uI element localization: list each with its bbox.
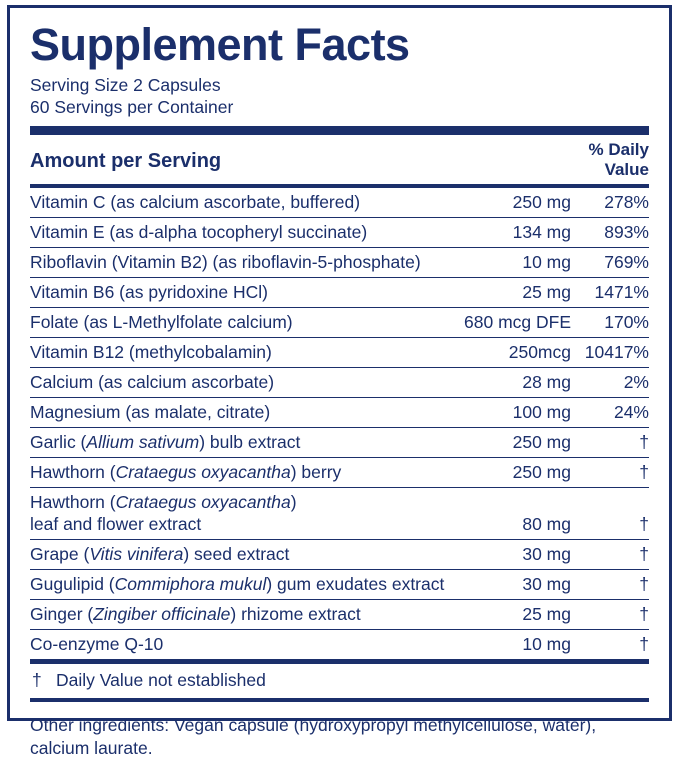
nutrient-daily-value: †: [571, 428, 649, 458]
nutrient-name: Folate (as L-Methylfolate calcium): [30, 308, 464, 338]
nutrient-amount: 28 mg: [464, 368, 571, 398]
nutrient-name-suffix: ) bulb extract: [199, 432, 301, 453]
nutrient-daily-value: 769%: [571, 248, 649, 278]
nutrient-amount: 30 mg: [464, 540, 571, 570]
nutrient-latin-name: Zingiber officinale: [93, 604, 231, 625]
nutrient-daily-value: †: [571, 513, 649, 540]
nutrient-amount: 134 mg: [464, 218, 571, 248]
nutrient-table: [30, 188, 649, 660]
table-row: [30, 398, 649, 428]
table-row: [30, 428, 649, 458]
table-row: [30, 540, 649, 570]
nutrient-daily-value: 10417%: [571, 338, 649, 368]
nutrient-name: [30, 458, 464, 488]
daily-value-line1: % Daily: [588, 139, 649, 159]
nutrient-name: Vitamin B12 (methylcobalamin): [30, 338, 464, 368]
other-ingredients-line2: calcium laurate.: [30, 737, 153, 758]
nutrient-amount: 80 mg: [464, 513, 571, 540]
nutrient-name: Vitamin E (as d-alpha tocopheryl succinate): [30, 218, 464, 248]
nutrient-name-prefix: Hawthorn (: [30, 492, 116, 513]
nutrient-amount: 680 mcg DFE: [464, 308, 571, 338]
table-row: [30, 630, 649, 660]
nutrient-daily-value: †: [571, 540, 649, 570]
nutrient-amount: 25 mg: [464, 600, 571, 630]
nutrient-latin-name: Vitis vinifera: [89, 544, 184, 565]
servings-per-container: 60 Servings per Container: [30, 97, 234, 118]
amount-per-serving-label: Amount per Serving: [30, 149, 222, 172]
nutrient-daily-value: 2%: [571, 368, 649, 398]
table-row: [30, 600, 649, 630]
table-row: [30, 458, 649, 488]
nutrient-name-suffix: ): [290, 492, 297, 513]
nutrient-latin-name: Commiphora mukul: [114, 574, 267, 595]
other-ingredients-line1: Other ingredients: Vegan capsule (hydroxypropyl methylcellulose, water),: [30, 715, 597, 736]
daily-value-label: [589, 140, 649, 181]
nutrient-name-suffix: ) gum exudates extract: [266, 574, 445, 595]
nutrient-name: Riboflavin (Vitamin B2) (as riboflavin-5-phosphate): [30, 248, 464, 278]
divider-thick-top: [30, 126, 649, 135]
nutrient-amount: 250 mg: [464, 188, 571, 218]
nutrient-amount: 250 mg: [464, 428, 571, 458]
table-row: [30, 248, 649, 278]
nutrient-daily-value: 893%: [571, 218, 649, 248]
nutrient-name: Vitamin C (as calcium ascorbate, buffered): [30, 188, 464, 218]
nutrient-daily-value: †: [571, 600, 649, 630]
nutrient-name: leaf and flower extract: [30, 513, 464, 540]
nutrient-name-prefix: Ginger (: [30, 604, 94, 625]
page-title: Supplement Facts: [30, 19, 410, 70]
nutrient-name: Co-enzyme Q-10: [30, 630, 464, 660]
table-row: [30, 488, 649, 514]
nutrient-latin-name: Allium sativum: [86, 432, 200, 453]
nutrient-daily-value: 278%: [571, 188, 649, 218]
nutrient-amount: 100 mg: [464, 398, 571, 428]
nutrient-name: [30, 540, 464, 570]
nutrient-latin-name: Crataegus oxyacantha: [115, 462, 291, 483]
nutrient-name: Vitamin B6 (as pyridoxine HCl): [30, 278, 464, 308]
nutrient-daily-value: †: [571, 570, 649, 600]
footnote-text: Daily Value not established: [56, 670, 266, 691]
table-row: [30, 278, 649, 308]
table-header: [30, 135, 649, 184]
nutrient-amount: 250mcg: [464, 338, 571, 368]
other-ingredients: [30, 702, 649, 759]
nutrient-name: [30, 600, 464, 630]
table-row: [30, 338, 649, 368]
nutrient-name-suffix: ) rhizome extract: [230, 604, 361, 625]
daily-value-line2: Value: [604, 160, 649, 180]
nutrient-name: [30, 488, 464, 514]
nutrient-daily-value: 1471%: [571, 278, 649, 308]
nutrient-daily-value: †: [571, 458, 649, 488]
serving-size: Serving Size 2 Capsules: [30, 74, 221, 95]
nutrient-name: [30, 428, 464, 458]
nutrient-name: Magnesium (as malate, citrate): [30, 398, 464, 428]
nutrient-amount: 10 mg: [464, 630, 571, 660]
dagger-symbol: †: [32, 670, 42, 691]
table-row: [30, 218, 649, 248]
table-row: [30, 368, 649, 398]
nutrient-name-suffix: ) seed extract: [183, 544, 290, 565]
nutrient-name-suffix: ) berry: [290, 462, 342, 483]
nutrient-name: [30, 570, 464, 600]
nutrient-daily-value: [571, 488, 649, 514]
table-row: [30, 570, 649, 600]
nutrient-name-prefix: Gugulipid (: [30, 574, 115, 595]
footnote: [30, 664, 649, 698]
table-row: [30, 513, 649, 540]
nutrient-amount: 10 mg: [464, 248, 571, 278]
table-row: [30, 188, 649, 218]
nutrient-amount: 250 mg: [464, 458, 571, 488]
nutrient-daily-value: 170%: [571, 308, 649, 338]
nutrient-amount: 30 mg: [464, 570, 571, 600]
nutrient-name-prefix: Grape (: [30, 544, 90, 565]
nutrient-daily-value: 24%: [571, 398, 649, 428]
nutrient-amount: 25 mg: [464, 278, 571, 308]
table-row: [30, 308, 649, 338]
nutrient-latin-name: Crataegus oxyacantha: [115, 492, 291, 513]
nutrient-daily-value: †: [571, 630, 649, 660]
nutrient-name-prefix: Hawthorn (: [30, 462, 116, 483]
nutrient-name-prefix: Garlic (: [30, 432, 87, 453]
nutrient-name: Calcium (as calcium ascorbate): [30, 368, 464, 398]
nutrient-amount: [464, 488, 571, 514]
